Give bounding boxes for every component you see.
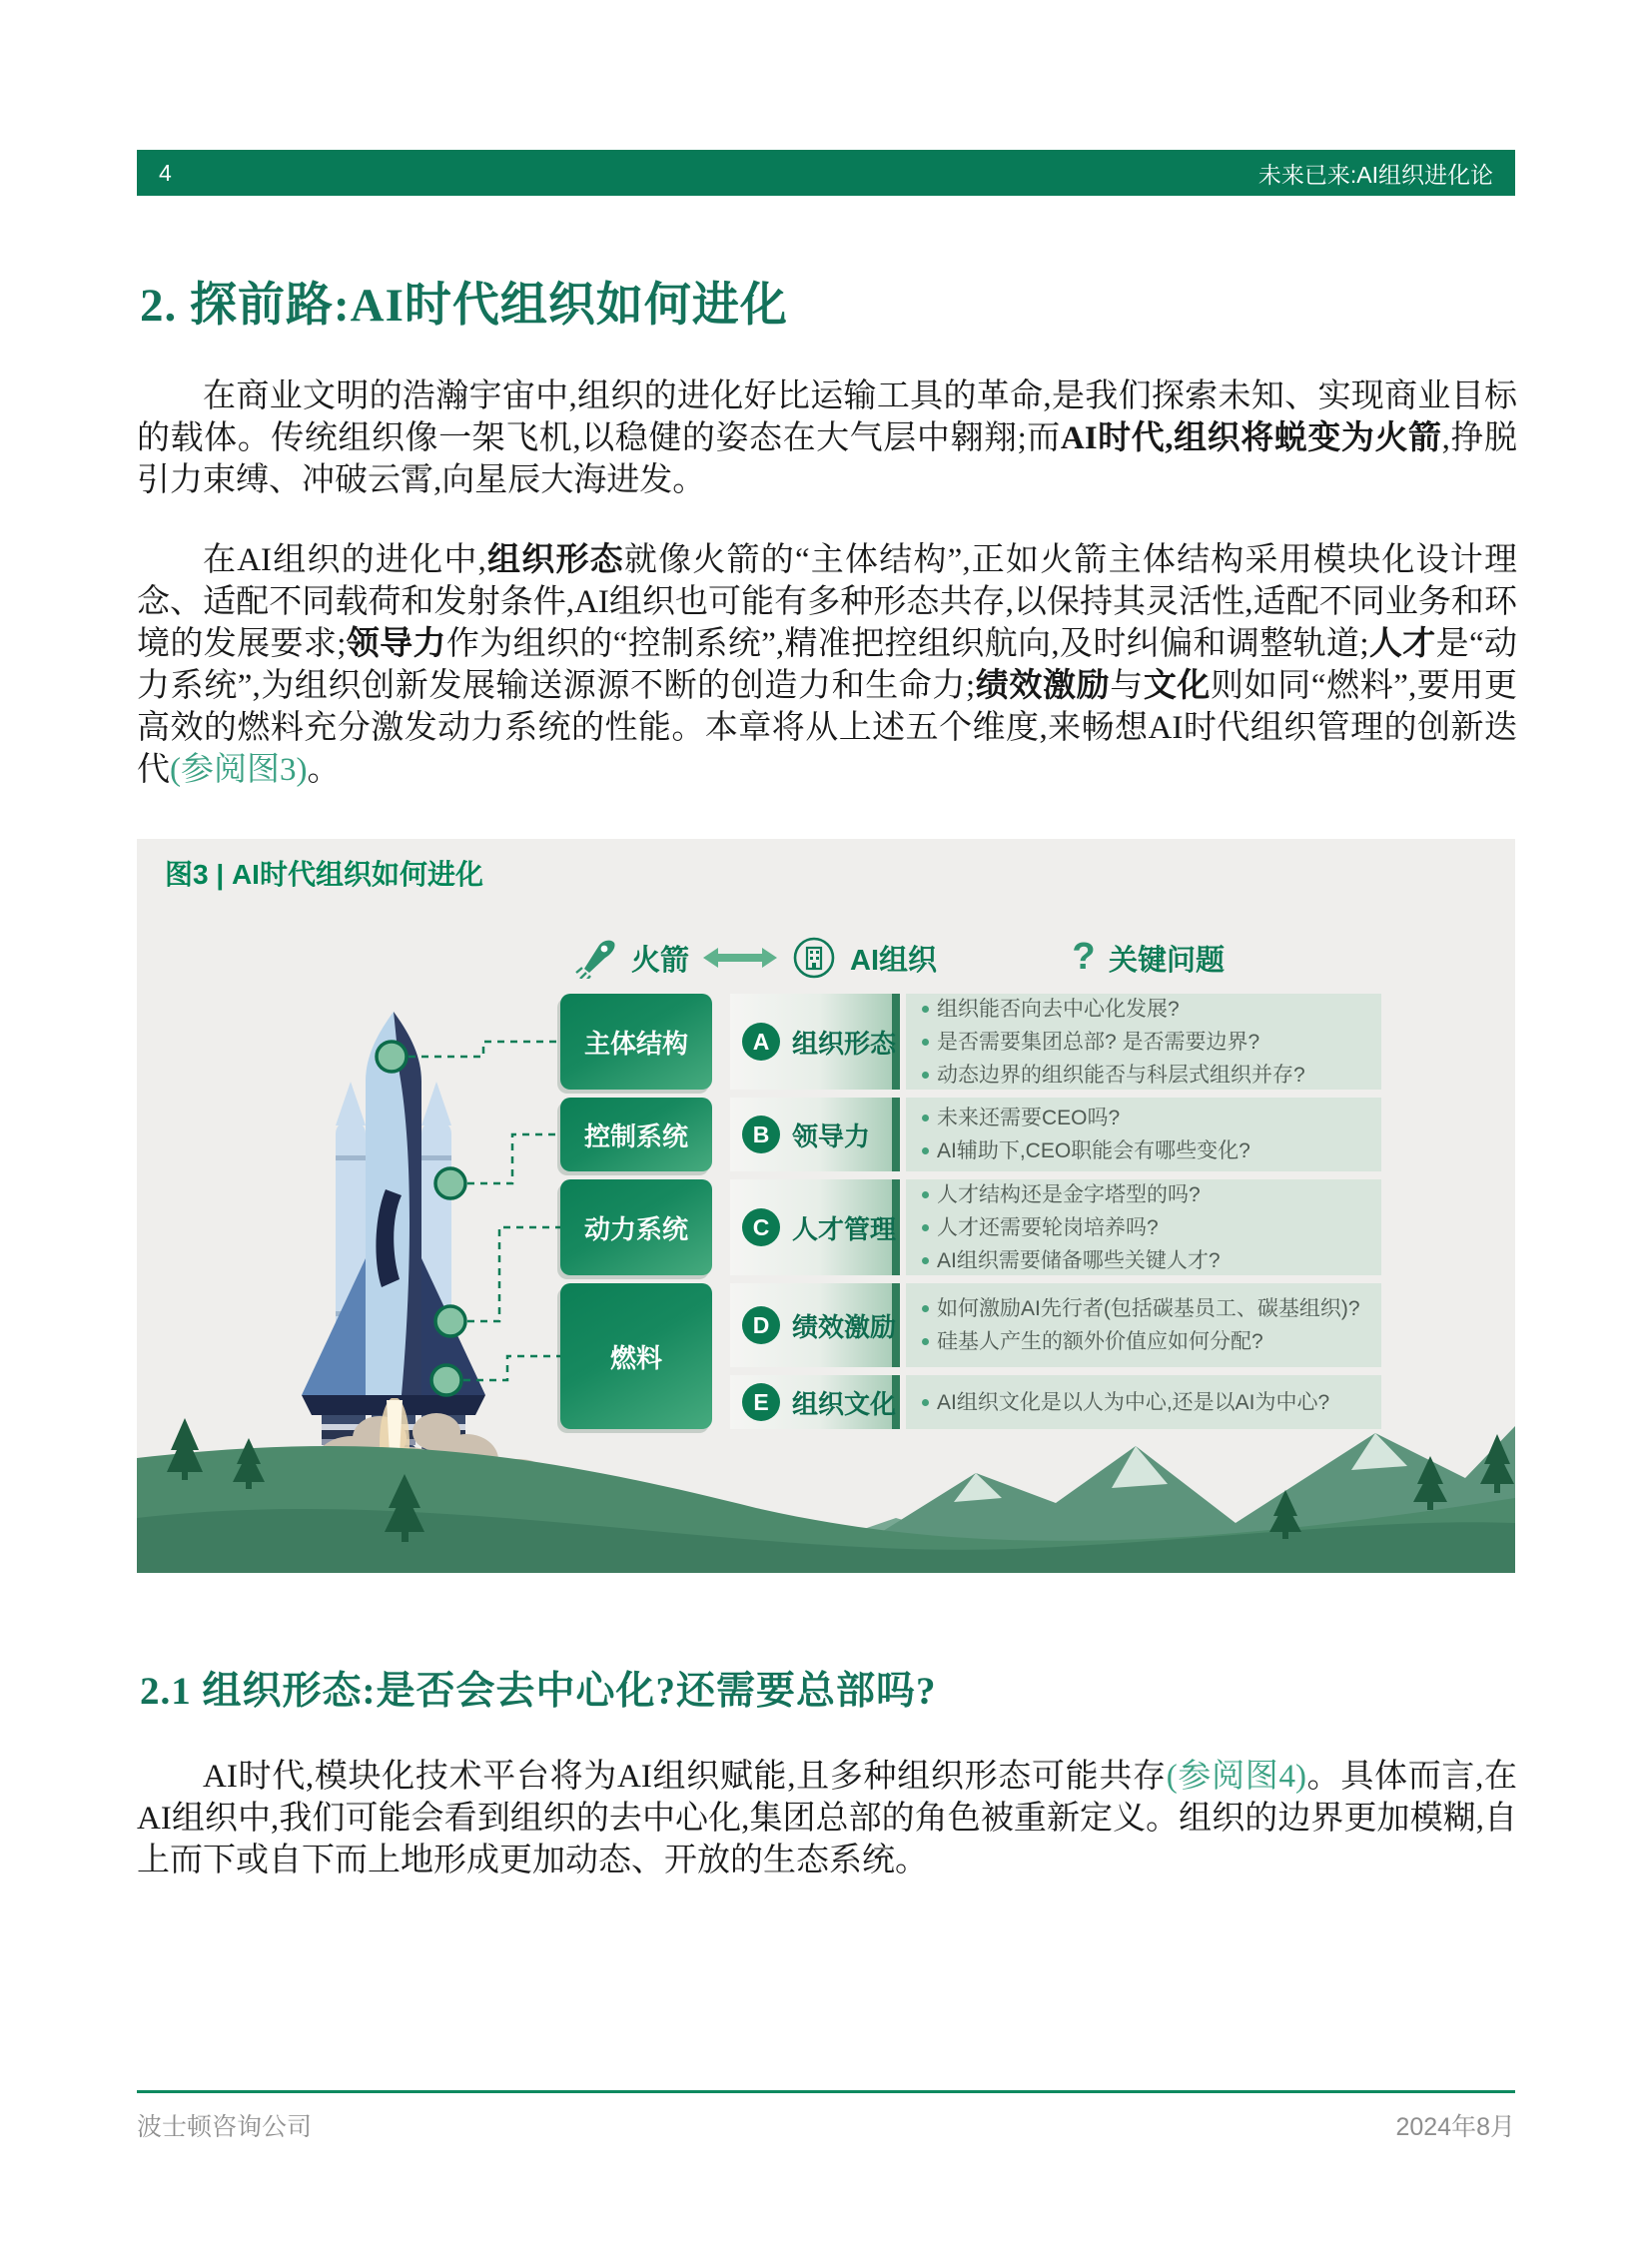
paragraph-text: ,挣脱引力束缚、冲破云霄,向星辰大海进发。 [137, 420, 1517, 498]
intro-paragraph-1 [137, 375, 1517, 501]
dimension-name: 组织文化 [792, 1388, 897, 1419]
bullet-dot [922, 1305, 929, 1312]
front-hill-dark [137, 1509, 1515, 1573]
paragraph-text: 在商业文明的浩瀚宇宙中,组织的进化好比运输工具的革命,是我们探索未知、实现商业目标的载体。传统组织像一架飞机,以稳健的姿态在大气层中翱翔;而 [137, 378, 1517, 456]
right-wing [421, 1258, 485, 1395]
dimension-letter-badge: C [742, 1208, 780, 1246]
paragraph-text: 与 [1110, 668, 1144, 704]
connector-booster-to-controlrow [467, 1134, 560, 1183]
question-text: 人才还需要轮岗培养吗? [937, 1215, 1159, 1239]
engine-nozzles [322, 1415, 465, 1463]
question-text: 人才结构还是金字塔型的吗? [937, 1182, 1201, 1206]
figure-title: 图3 | AI时代组织如何进化 [165, 859, 483, 890]
legend-questions-label: 关键问题 [1109, 944, 1226, 977]
rocket-illustration [274, 1004, 513, 1473]
paragraph-text: 在AI组织的进化中, [203, 542, 486, 578]
question-text: AI组织文化是以人为中心,还是以AI为中心? [937, 1390, 1330, 1414]
left-booster-cone [336, 1082, 366, 1125]
footer-divider [137, 2090, 1515, 2093]
legend-rocket-label: 火箭 [631, 944, 690, 977]
figure-mapping-table [560, 994, 1381, 1429]
bullet-dot [922, 1224, 929, 1231]
bullet-dot [922, 1257, 929, 1264]
rocket-icon [574, 937, 618, 979]
bullet-dot [922, 1147, 929, 1154]
bold-text: 组织形态 [485, 542, 624, 578]
question-item [922, 1028, 1371, 1057]
paragraph-text: 作为组织的“控制系统”,精准把控组织航向,及时纠偏和调整轨道; [445, 626, 1369, 662]
paragraph-text: AI时代,模块化技术平台将为AI组织赋能,且多种组织形态可能共存 [203, 1759, 1167, 1795]
question-text: 是否需要集团总部? 是否需要边界? [937, 1030, 1260, 1054]
legend-key-questions [1071, 935, 1225, 981]
connector-nose-to-bodyrow [409, 1042, 560, 1057]
subsection-title: 2.1 组织形态:是否会去中心化?还需要总部吗? [140, 1670, 937, 1713]
bullet-dot [922, 1039, 929, 1046]
left-booster [336, 1121, 366, 1363]
org-dimension [730, 1179, 900, 1275]
key-questions-box [906, 994, 1381, 1090]
bold-text: 领导力 [346, 626, 446, 662]
rocket-part-button: 动力系统 [560, 1179, 712, 1275]
left-wing [302, 1258, 366, 1395]
paragraph-text: 就像火箭的“主体结构”,正如火箭主体结构采用模块化设计理念、适配不同载荷和发射条件,AI组织也可能有多种形态共存,以保持其灵活性,适配不同业务和环境的发展要求; [137, 542, 1518, 662]
dimension-name: 绩效激励 [792, 1311, 897, 1342]
question-item [922, 1294, 1371, 1323]
question-item [922, 1388, 1371, 1417]
figure3-exhibit [137, 839, 1515, 1573]
question-text: 组织能否向去中心化发展? [937, 997, 1180, 1021]
launch-smoke [239, 1413, 560, 1531]
org-dimension [730, 1375, 900, 1429]
question-item [922, 1246, 1371, 1275]
bullet-dot [922, 1191, 929, 1198]
rocket-part-button: 控制系统 [560, 1098, 712, 1171]
key-questions-box [906, 1098, 1381, 1171]
building-circle-icon [791, 935, 837, 981]
question-item [922, 1061, 1371, 1090]
mountains [816, 1426, 1515, 1573]
rocket-flame [387, 1400, 403, 1473]
org-dimension [730, 1098, 900, 1171]
dimension-letter-badge: B [742, 1116, 780, 1153]
question-text: AI组织需要储备哪些关键人才? [937, 1248, 1221, 1272]
question-mark-icon [1071, 935, 1097, 981]
paragraph-text: 则如同“燃料”,要用更高效的燃料充分激发动力系统的性能。本章将从上述五个维度,来畅想AI时代组织管理的创新迭代 [137, 668, 1518, 788]
question-item [922, 1136, 1371, 1165]
dimension-name: 领导力 [792, 1120, 871, 1151]
engine-base [302, 1395, 485, 1415]
body-shading [394, 1012, 421, 1395]
bullet-dot [922, 1115, 929, 1121]
flame-glow [380, 1398, 410, 1489]
question-item [922, 1327, 1371, 1356]
bold-text: 文化 [1143, 668, 1212, 704]
subsection-paragraph [137, 1756, 1517, 1881]
dimension-letter-badge: A [742, 1023, 780, 1061]
rocket-body [366, 1012, 421, 1395]
paragraph-text: 是“动力系统”,为组织创新发展输送源源不断的创造力和生命力; [137, 626, 1518, 704]
page-header-bar [137, 150, 1515, 196]
figure4-reference-link[interactable]: (参阅图4) [1166, 1759, 1306, 1795]
question-text: 硅基人产生的额外价值应如何分配? [937, 1330, 1263, 1353]
question-text: AI辅助下,CEO职能会有哪些变化? [937, 1139, 1250, 1162]
dimension-name: 人才管理 [792, 1213, 897, 1244]
bullet-dot [922, 1399, 929, 1406]
key-questions-box [906, 1179, 1381, 1275]
question-item [922, 1104, 1371, 1132]
footer-date: 2024年8月 [1395, 2113, 1515, 2141]
question-text: 动态边界的组织能否与科层式组织并存? [937, 1063, 1305, 1087]
marker-dot-engine [431, 1365, 461, 1395]
pine-trees [167, 1418, 1514, 1542]
connector-wing-to-powerrow [467, 1227, 560, 1321]
marker-dot-nose [377, 1042, 407, 1072]
bullet-dot [922, 1338, 929, 1345]
connector-engine-to-fuelrow [463, 1356, 560, 1380]
bold-text: 绩效激励 [975, 668, 1111, 704]
key-questions-box [906, 1375, 1381, 1429]
svg-text:?: ? [1072, 936, 1096, 978]
section-title: 2. 探前路:AI时代组织如何进化 [140, 280, 788, 332]
tail-silhouette [376, 1189, 402, 1287]
rocket-part-button: 主体结构 [560, 994, 712, 1090]
paragraph-text: 。具体而言,在AI组织中,我们可能会看到组织的去中心化,集团总部的角色被重新定义。组织的边界更加模糊,自上而下或自下而上地形成更加动态、开放的生态系统。 [137, 1759, 1518, 1878]
bold-text: 人才 [1368, 626, 1436, 662]
dimension-letter-badge: E [742, 1383, 780, 1421]
org-dimension [730, 1283, 900, 1367]
paragraph-text: 。 [307, 752, 341, 788]
dimension-letter-badge: D [742, 1306, 780, 1344]
legend-org-label: AI组织 [850, 944, 938, 977]
question-item [922, 1213, 1371, 1242]
bullet-dot [922, 1006, 929, 1013]
question-item [922, 1180, 1371, 1209]
question-text: 如何激励AI先行者(包括碳基员工、碳基组织)? [937, 1297, 1360, 1320]
intro-paragraph-2 [137, 539, 1517, 791]
double-arrow-icon [702, 945, 778, 971]
legend-rocket-org [574, 935, 937, 981]
org-dimension [730, 994, 900, 1090]
marker-dot-wing [435, 1306, 465, 1336]
bold-text: AI时代,组织将蜕变为火箭 [1060, 420, 1442, 456]
marker-dot-booster [435, 1168, 465, 1198]
front-hill [137, 1446, 1515, 1573]
dimension-name: 组织形态 [792, 1028, 897, 1059]
right-booster [421, 1121, 451, 1363]
figure3-reference-link[interactable]: (参阅图3) [170, 752, 308, 788]
rocket-part-button: 燃料 [560, 1283, 712, 1429]
key-questions-box [906, 1283, 1381, 1367]
bullet-dot [922, 1072, 929, 1079]
footer-company: 波士顿咨询公司 [137, 2113, 313, 2141]
question-item [922, 995, 1371, 1024]
page-number: 4 [159, 159, 172, 186]
right-booster-cone [421, 1082, 451, 1125]
running-header-title: 未来已来:AI组织进化论 [1257, 161, 1493, 188]
question-text: 未来还需要CEO吗? [937, 1107, 1121, 1129]
